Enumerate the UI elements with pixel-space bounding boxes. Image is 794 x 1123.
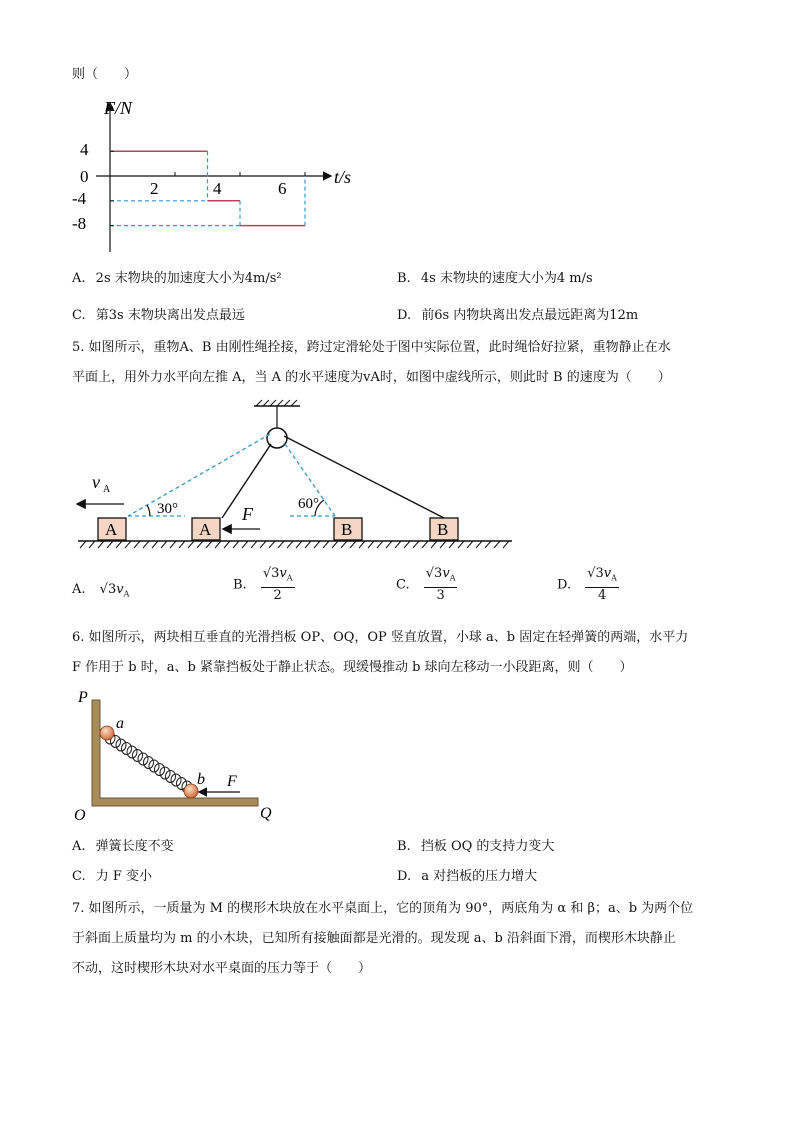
hatch-line bbox=[359, 541, 365, 548]
hatch-line bbox=[188, 541, 194, 548]
spring-coil bbox=[127, 746, 137, 758]
hatch-line bbox=[431, 541, 437, 548]
ball-a bbox=[100, 726, 114, 740]
hatch-line bbox=[503, 541, 509, 548]
velocity-var: v bbox=[279, 566, 287, 581]
hatch-line bbox=[152, 541, 158, 548]
option-d[interactable] bbox=[397, 864, 537, 890]
y-axis-label: F/N bbox=[104, 98, 133, 118]
label-f: F bbox=[227, 773, 237, 790]
hatch-line bbox=[287, 541, 293, 548]
hatch-line bbox=[206, 541, 212, 548]
option-letter: C. bbox=[72, 869, 86, 884]
option-d[interactable] bbox=[557, 566, 619, 604]
label-a: a bbox=[116, 715, 124, 732]
hatch-line bbox=[350, 541, 356, 548]
velocity-sub: A bbox=[286, 573, 293, 583]
option-c[interactable] bbox=[72, 303, 245, 329]
label-p: P bbox=[78, 689, 88, 706]
hatch-line bbox=[89, 541, 95, 548]
velocity-sub: A bbox=[611, 573, 617, 583]
hatch-line bbox=[215, 541, 221, 548]
spring-coil bbox=[166, 771, 176, 783]
hatch-line bbox=[116, 541, 122, 548]
block-b-dashed-label: B bbox=[341, 520, 353, 539]
option-letter: D. bbox=[397, 869, 412, 884]
option-a[interactable] bbox=[72, 266, 282, 292]
block-b-label: B bbox=[437, 520, 449, 539]
ball-b bbox=[184, 784, 198, 798]
force-label: F bbox=[242, 504, 253, 524]
option-text: 4s 末物块的速度大小为4 m/s bbox=[420, 271, 593, 286]
velocity-sub: A bbox=[449, 573, 456, 583]
label-b: b bbox=[197, 771, 205, 788]
question-7-line-3: 不动，这时楔形木块对水平桌面的压力等于（ ） bbox=[72, 961, 372, 976]
spring-coil bbox=[122, 743, 132, 755]
option-d[interactable] bbox=[397, 303, 638, 329]
option-text: 弹簧长度不变 bbox=[95, 839, 174, 854]
x-axis-label: t/s bbox=[334, 167, 352, 187]
option-letter: A. bbox=[72, 271, 86, 286]
hatch-line bbox=[332, 541, 338, 548]
option-c[interactable] bbox=[396, 566, 457, 604]
hatch-line bbox=[440, 541, 446, 548]
option-text: 力 F 变小 bbox=[95, 869, 153, 884]
spring-coil bbox=[138, 753, 148, 765]
hatch-line bbox=[296, 541, 302, 548]
velocity-label: v bbox=[92, 472, 100, 492]
sqrt-three: √3 bbox=[425, 566, 443, 581]
option-b[interactable] bbox=[233, 566, 295, 604]
x-tick-label: 2 bbox=[150, 179, 159, 198]
hatch-line bbox=[449, 541, 455, 548]
block-a-dashed-label: A bbox=[105, 520, 118, 539]
hatch-line bbox=[98, 541, 104, 548]
pulley-figure bbox=[70, 396, 520, 556]
velocity-var: v bbox=[116, 582, 124, 597]
question-6-line-2: F 作用于 b 时，a、b 紧靠挡板处于静止状态。现缓慢推动 b 球向左移动一小段距离，则（ ） bbox=[72, 660, 633, 675]
hatch-line bbox=[386, 541, 392, 548]
y-tick-label: 0 bbox=[80, 167, 89, 186]
option-text: 挡板 OQ 的支持力变大 bbox=[420, 839, 555, 854]
hatch-line bbox=[467, 541, 473, 548]
option-text: 2s 末物块的加速度大小为4m/s² bbox=[95, 271, 282, 286]
spring-coil bbox=[149, 760, 159, 772]
velocity-subscript: A bbox=[103, 484, 111, 495]
hatch-line bbox=[107, 541, 113, 548]
option-letter: B. bbox=[233, 577, 247, 593]
spring-coil bbox=[116, 739, 126, 751]
question-5-line-1: 5. 如图所示，重物A、B 由刚性绳拴接，跨过定滑轮处于图中实际位置，此时绳恰好拉紧，重物静止在水 bbox=[72, 340, 671, 355]
hatch-line bbox=[485, 541, 491, 548]
hatch-line bbox=[269, 541, 275, 548]
hatch-line bbox=[458, 541, 464, 548]
sqrt-three: √3 bbox=[587, 566, 604, 581]
hatch-line bbox=[305, 541, 311, 548]
option-letter: A. bbox=[72, 839, 86, 854]
velocity-var: v bbox=[442, 566, 450, 581]
hatch-line bbox=[368, 541, 374, 548]
option-a[interactable] bbox=[72, 834, 174, 860]
hatch-line bbox=[134, 541, 140, 548]
spring bbox=[105, 732, 192, 793]
angle-label-60: 60° bbox=[298, 496, 319, 512]
hatch-line bbox=[278, 541, 284, 548]
hatch-line bbox=[314, 541, 320, 548]
ceiling-hatch bbox=[256, 400, 297, 406]
hatch-line bbox=[80, 541, 86, 548]
hatch-line bbox=[143, 541, 149, 548]
label-o: O bbox=[74, 807, 86, 824]
hatch-line bbox=[476, 541, 482, 548]
x-tick-label: 6 bbox=[278, 179, 287, 198]
sqrt-three: √3 bbox=[262, 566, 280, 581]
option-a[interactable] bbox=[72, 574, 129, 611]
hatch-line bbox=[395, 541, 401, 548]
option-letter: D. bbox=[397, 308, 412, 323]
angle-arc-30 bbox=[147, 505, 150, 516]
option-letter: B. bbox=[397, 271, 411, 286]
hatch-line bbox=[341, 541, 347, 548]
hatch-line bbox=[170, 541, 176, 548]
denominator: 2 bbox=[273, 587, 282, 603]
option-letter: D. bbox=[557, 577, 572, 593]
hatch-line bbox=[179, 541, 185, 548]
hatch-line bbox=[494, 541, 500, 548]
y-tick-label: 4 bbox=[80, 140, 89, 159]
hatch-line bbox=[197, 541, 203, 548]
option-c[interactable] bbox=[72, 864, 152, 890]
hatch-line bbox=[224, 541, 230, 548]
spring-coil bbox=[133, 750, 143, 762]
spring-figure bbox=[70, 688, 290, 828]
spring-coil bbox=[160, 767, 170, 779]
hatch-line bbox=[161, 541, 167, 548]
sqrt-three: √3 bbox=[99, 582, 117, 597]
option-text: 第3s 末物块离出发点最远 bbox=[95, 308, 245, 323]
hatch-line bbox=[260, 541, 266, 548]
option-text: a 对挡板的压力增大 bbox=[421, 869, 538, 884]
option-b[interactable] bbox=[397, 834, 554, 860]
hatch-line bbox=[404, 541, 410, 548]
question-6-line-1: 6. 如图所示，两块相互垂直的光滑挡板 OP、OQ，OP 竖直放置，小球 a、b 固定在轻弹簧的两端，水平力 bbox=[72, 630, 689, 645]
option-letter: C. bbox=[396, 577, 410, 593]
denominator: 3 bbox=[436, 587, 445, 603]
label-q: Q bbox=[260, 805, 272, 822]
hatch-line bbox=[323, 541, 329, 548]
ground-hatch bbox=[80, 541, 509, 548]
option-letter: A. bbox=[72, 582, 86, 597]
y-tick-label: -4 bbox=[72, 189, 87, 208]
option-letter: C. bbox=[72, 308, 86, 323]
option-letter: B. bbox=[397, 839, 411, 854]
hatch-line bbox=[242, 541, 248, 548]
hatch-line bbox=[125, 541, 131, 548]
hatch-line bbox=[233, 541, 239, 548]
hatch-line bbox=[251, 541, 257, 548]
spring-coil bbox=[155, 764, 165, 776]
force-time-graph bbox=[68, 92, 368, 262]
velocity-var: v bbox=[603, 566, 612, 581]
angle-label-30: 30° bbox=[157, 501, 178, 517]
option-text: 前6s 内物块离出发点最远距离为12m bbox=[421, 308, 639, 323]
hatch-line bbox=[413, 541, 419, 548]
question-7-line-1: 7. 如图所示，一质量为 M 的楔形木块放在水平桌面上，它的顶角为 90°，两底角为 α 和 β；a、b 为两个位 bbox=[72, 901, 694, 916]
spring-coil bbox=[144, 757, 154, 769]
velocity-sub: A bbox=[123, 589, 130, 599]
option-b[interactable] bbox=[397, 266, 593, 292]
y-tick-label: -8 bbox=[72, 214, 87, 233]
block-a-label: A bbox=[199, 520, 212, 539]
hatch-line bbox=[422, 541, 428, 548]
question-7-line-2: 于斜面上质量均为 m 的小木块，已知所有接触面都是光滑的。现发现 a、b 沿斜面下滑，而楔形木块静止 bbox=[72, 931, 676, 946]
x-tick-label: 4 bbox=[213, 179, 222, 198]
question-stem-continuation: 则（ ） bbox=[72, 67, 138, 82]
denominator: 4 bbox=[597, 587, 607, 603]
spring-coil bbox=[171, 774, 181, 786]
question-5-line-2: 平面上，用外力水平向左推 A，当 A 的水平速度为vA时，如图中虚线所示，则此时 B 的速度为（ ） bbox=[72, 370, 671, 385]
hatch-line bbox=[377, 541, 383, 548]
